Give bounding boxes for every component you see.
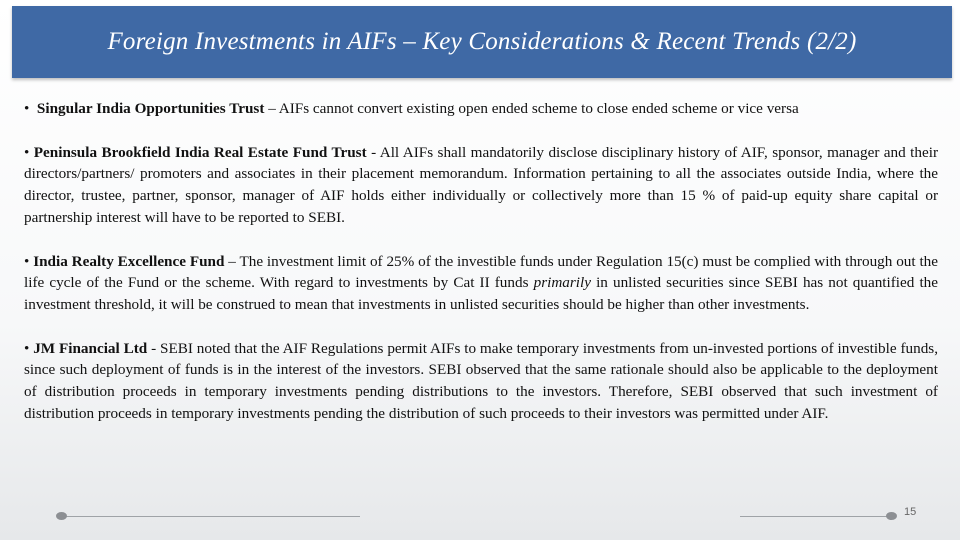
bullet-marker: • — [24, 339, 30, 357]
bullet-india-realty — [24, 251, 938, 316]
bullet-heading: JM Financial Ltd — [33, 339, 148, 357]
footer-divider-left — [60, 516, 360, 517]
bullet-jm-financial — [24, 338, 938, 425]
slide-title: Foreign Investments in AIFs – Key Considerations & Recent Trends (2/2) — [107, 28, 857, 55]
bullet-text: SEBI noted that the AIF Regulations permit AIFs to make temporary investments from un-invested portions of investible funds, since such deployment of funds is in the interest of the investors. SEBI observed that the same rationale should also be applicable to the deployment of distribution proceeds in temporary investments pending distributions to the investors. Therefore, SEBI observed that such investment of distribution proceeds in temporary investments pending the distribution of such proceeds to their investors was permitted under AIF. — [24, 339, 939, 422]
bullet-marker: • — [24, 252, 30, 270]
bullet-heading: Peninsula Brookfield India Real Estate Fund Trust — [33, 143, 367, 161]
bullet-heading: India Realty Excellence Fund — [33, 252, 225, 270]
slide-content — [24, 98, 938, 424]
bullet-separator: – — [264, 100, 279, 117]
bullet-text: AIFs cannot convert existing open ended scheme to close ended scheme or vice versa — [278, 100, 799, 117]
bullet-separator: – — [224, 252, 240, 270]
bullet-singular-india — [24, 98, 938, 120]
bullet-heading: Singular India Opportunities Trust — [36, 100, 265, 117]
bullet-text-emphasis: primarily — [533, 274, 591, 292]
footer-dot-left — [56, 512, 67, 520]
bullet-marker: • — [24, 143, 30, 161]
bullet-marker: • — [24, 100, 30, 117]
page-number: 15 — [904, 506, 917, 518]
bullet-separator: - — [147, 339, 161, 357]
footer-dot-right — [886, 512, 897, 520]
bullet-separator: - — [366, 143, 380, 161]
bullet-text: All AIFs shall mandatorily disclose disciplinary history of AIF, sponsor, manager and their directors/partners/ promoters and associates in their placement memorandum. Information pertaining to all the associates outside India, where the director, trustee, partner, sponsor, manager of AIF holds either individually or collectively more than 15 % of paid-up equity share capital or partnership interest will have to be reported to SEBI. — [24, 143, 938, 226]
bullet-text: The investment limit of 25% of the investible funds under Regulation 15(c) must be complied with through out the life cycle of the Fund or the scheme. With regard to investments by Cat II funds — [24, 252, 939, 292]
footer-divider-right — [740, 516, 890, 517]
bullet-text: in unlisted securities since SEBI has not quantified the investment threshold, it will be construed to mean that investments in unlisted securities should be higher than other investments. — [24, 274, 939, 313]
title-bar — [12, 6, 952, 78]
bullet-peninsula-brookfield — [24, 142, 938, 229]
